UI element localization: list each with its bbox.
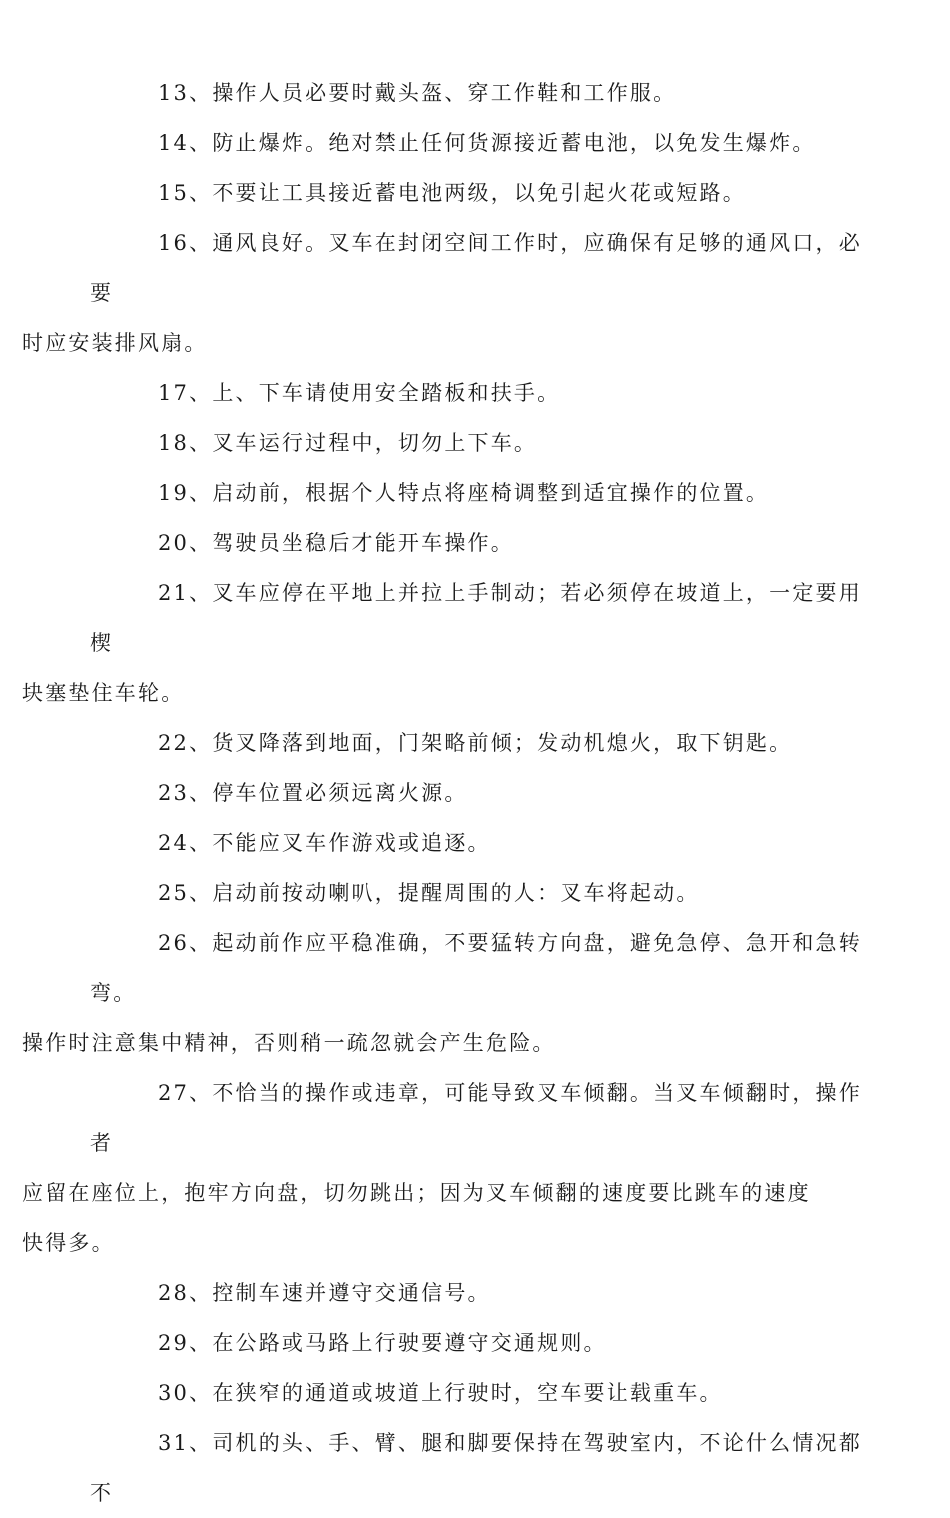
paragraph-line: 24、不能应叉车作游戏或追逐。 bbox=[158, 831, 491, 855]
rule-24 bbox=[90, 818, 865, 868]
paragraph-line: 22、货叉降落到地面，门架略前倾；发动机熄火，取下钥匙。 bbox=[158, 731, 793, 755]
rule-21 bbox=[22, 568, 865, 718]
rule-31 bbox=[90, 1418, 865, 1518]
rule-18 bbox=[90, 418, 865, 468]
rule-15 bbox=[90, 168, 865, 218]
paragraph-line: 15、不要让工具接近蓄电池两级，以免引起火花或短路。 bbox=[158, 181, 746, 205]
rule-16 bbox=[22, 218, 865, 368]
paragraph-line: 23、停车位置必须远离火源。 bbox=[158, 781, 468, 805]
rule-29 bbox=[90, 1318, 865, 1368]
rule-23 bbox=[90, 768, 865, 818]
paragraph-line: 应留在座位上，抱牢方向盘，切勿跳出；因为叉车倾翻的速度要比跳车的速度 bbox=[22, 1181, 811, 1205]
paragraph-line: 14、防止爆炸。绝对禁止任何货源接近蓄电池，以免发生爆炸。 bbox=[158, 131, 816, 155]
document-body bbox=[22, 68, 865, 1518]
rule-14 bbox=[90, 118, 865, 168]
rule-25 bbox=[90, 868, 865, 918]
paragraph-line: 30、在狭窄的通道或坡道上行驶时，空车要让载重车。 bbox=[158, 1381, 723, 1405]
paragraph-line: 17、上、下车请使用安全踏板和扶手。 bbox=[158, 381, 561, 405]
paragraph-line: 31、司机的头、手、臂、腿和脚要保持在驾驶室内，不论什么情况都不 bbox=[90, 1431, 862, 1505]
paragraph-line: 20、驾驶员坐稳后才能开车操作。 bbox=[158, 531, 514, 555]
paragraph-line: 28、控制车速并遵守交通信号。 bbox=[158, 1281, 491, 1305]
rule-19 bbox=[90, 468, 865, 518]
paragraph-line: 操作时注意集中精神，否则稍一疏忽就会产生危险。 bbox=[22, 1031, 556, 1055]
rule-17 bbox=[90, 368, 865, 418]
paragraph-line: 29、在公路或马路上行驶要遵守交通规则。 bbox=[158, 1331, 607, 1355]
rule-28 bbox=[90, 1268, 865, 1318]
paragraph-line: 18、叉车运行过程中，切勿上下车。 bbox=[158, 431, 538, 455]
paragraph-line: 时应安装排风扇。 bbox=[22, 331, 208, 355]
paragraph-line: 16、通风良好。叉车在封闭空间工作时，应确保有足够的通风口，必要 bbox=[90, 231, 862, 305]
paragraph-line: 19、启动前，根据个人特点将座椅调整到适宜操作的位置。 bbox=[158, 481, 770, 505]
paragraph-line: 26、起动前作应平稳准确，不要猛转方向盘，避免急停、急开和急转弯。 bbox=[90, 931, 862, 1005]
paragraph-line: 13、操作人员必要时戴头盔、穿工作鞋和工作服。 bbox=[158, 81, 677, 105]
paragraph-line: 25、启动前按动喇叭，提醒周围的人：叉车将起动。 bbox=[158, 881, 700, 905]
rule-13 bbox=[90, 68, 865, 118]
paragraph-line: 21、叉车应停在平地上并拉上手制动；若必须停在坡道上，一定要用楔 bbox=[90, 581, 862, 655]
paragraph-line: 块塞垫住车轮。 bbox=[22, 681, 185, 705]
rule-30 bbox=[90, 1368, 865, 1418]
rule-27 bbox=[22, 1068, 865, 1268]
rule-20 bbox=[90, 518, 865, 568]
paragraph-line: 快得多。 bbox=[22, 1231, 115, 1255]
rule-26 bbox=[22, 918, 865, 1068]
rule-22 bbox=[90, 718, 865, 768]
paragraph-line: 27、不恰当的操作或违章，可能导致叉车倾翻。当叉车倾翻时，操作者 bbox=[90, 1081, 862, 1155]
